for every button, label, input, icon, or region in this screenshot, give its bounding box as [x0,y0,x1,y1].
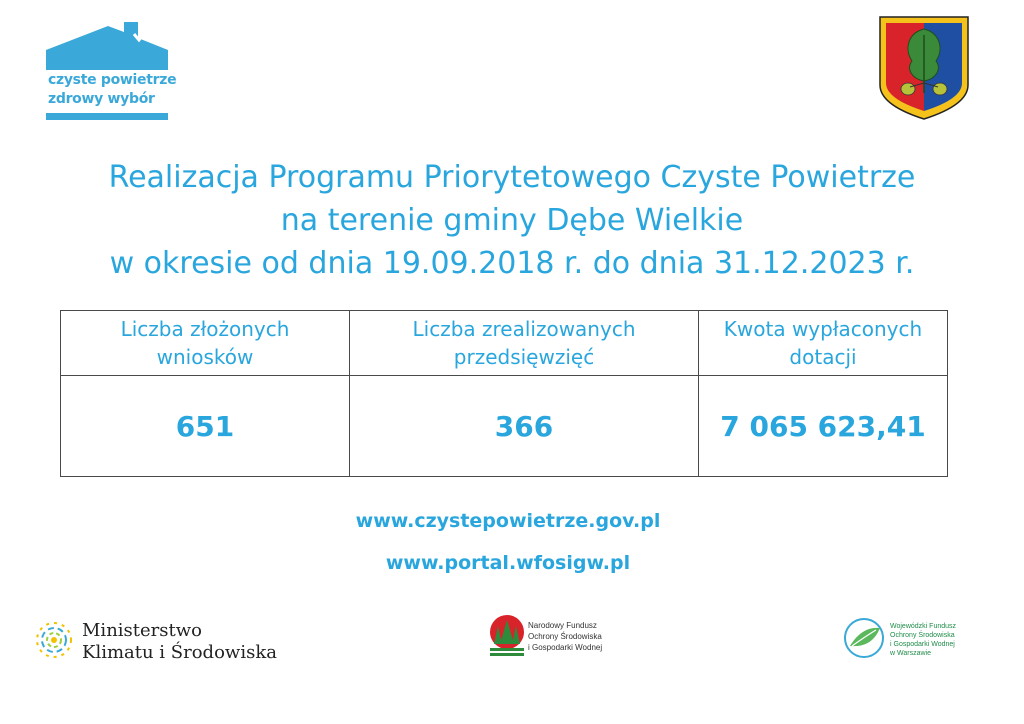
title-line-2: na terenie gminy Dębe Wielkie [280,203,744,238]
logo-text-line2: zdrowy wybór [48,91,155,107]
nfosigw-logo [488,614,628,664]
table-header-row [61,311,948,376]
header-subsidy-amount: Kwota wypłaconych dotacji [699,311,948,376]
header-projects: Liczba zrealizowanych przedsięwzięć [350,311,699,376]
municipality-crest [878,15,970,121]
nfosigw-name: Narodowy Fundusz Ochrony Środowiska i Gospodarki Wodnej [528,621,603,652]
nfosigw-emblem-icon [488,614,526,660]
statistics-table [60,310,948,477]
oak-leaf-crest-icon [878,15,970,121]
title-line-3: w okresie od dnia 19.09.2018 r. do dnia 31.12.2023 r. [109,246,915,281]
page-title [0,156,1024,285]
ministry-name: Ministerstwo Klimatu i Środowiska [82,620,277,663]
ministry-spiral-icon [36,618,76,662]
wfosigw-name: Wojewódzki Fundusz Ochrony Środowiska i Gospodarki Wodnej w Warszawie [890,623,957,657]
header-applications: Liczba złożonych wniosków [61,311,350,376]
value-subsidy-amount: 7 065 623,41 [699,376,948,477]
value-projects: 366 [350,376,699,477]
wfosigw-leaf-icon [842,616,886,660]
ministry-logo [36,618,296,668]
table-row [61,376,948,477]
house-roof-icon [46,20,170,72]
logo-underline [46,113,168,120]
logo-text-line1: czyste powietrze [48,72,177,88]
value-applications: 651 [61,376,350,477]
link-wfosigw[interactable]: www.portal.wfosigw.pl [385,552,631,574]
czyste-powietrze-logo [46,20,177,122]
link-czystepowietrze[interactable]: www.czystepowietrze.gov.pl [355,510,661,532]
title-line-1: Realizacja Programu Priorytetowego Czyste Powietrze [108,160,916,195]
wfosigw-logo [842,616,982,666]
